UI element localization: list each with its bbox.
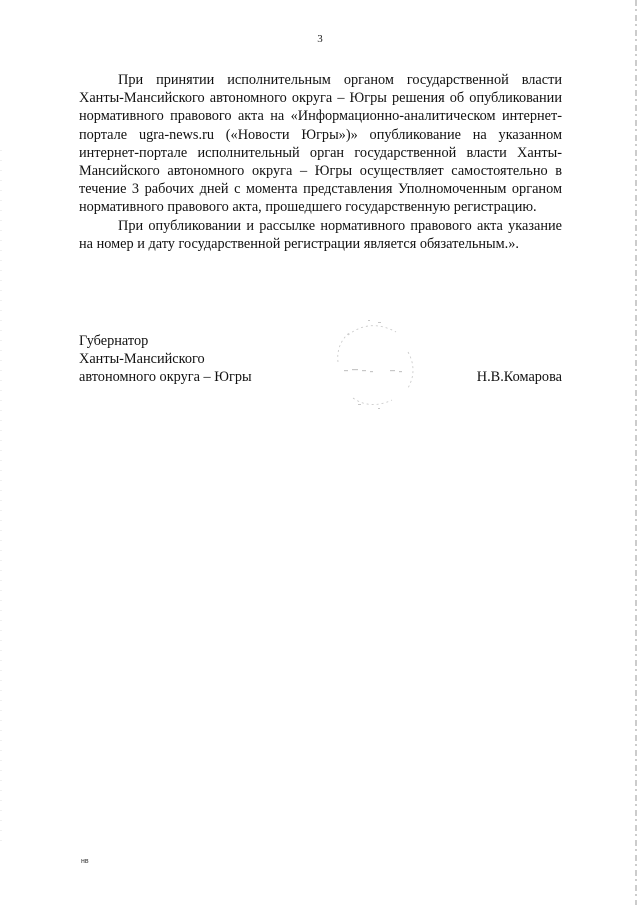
paragraph-1: При принятии исполнительным органом государственной власти Ханты-Мансийского автономного округа – Югры решения об опубликовании нормативного правового акта на «Информационно-аналитическом интернет-портале ugra-news.ru («Новости Югры»)» опубликование на указанном интернет-портале исполнительный орган государственной власти Ханты-Мансийского автономного округа – Югры осуществляет самостоятельно в течение 3 рабочих дней с момента представления Уполномоченным органом нормативного правового акта, прошедшего государственную регистрацию. [79,72,562,216]
signatory-position [79,332,252,387]
scan-edge-right [634,0,638,905]
signature-block [79,332,562,392]
paragraph-2: При опубликовании и рассылке нормативного правового акта указание на номер и дату государственной регистрации является обязательным.». [79,217,562,252]
signatory-position-line-3: автономного округа – Югры [79,369,252,386]
executor-mark: нв [81,858,89,865]
signatory-name: Н.В.Комарова [476,369,562,386]
signatory-position-line-1: Губернатор [79,333,149,349]
scan-edge-left [0,150,2,850]
signatory-position-line-2: Ханты-Мансийского [79,351,205,368]
page-number: 3 [317,33,323,45]
document-body [79,71,562,253]
